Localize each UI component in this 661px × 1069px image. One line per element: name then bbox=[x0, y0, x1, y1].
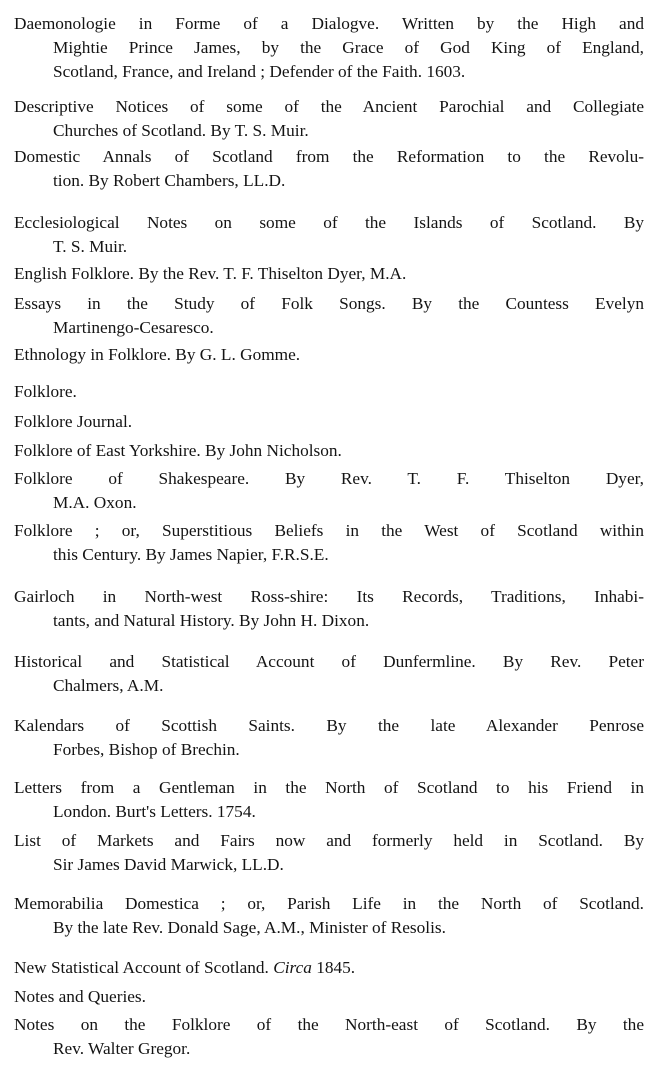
entry-line: Chalmers, A.M. bbox=[53, 676, 164, 695]
entry-line: English Folklore. By the Rev. T. F. Thiselton Dyer, M.A. bbox=[14, 264, 407, 283]
entry-line: Gairloch in North-west Ross-shire: Its Records, Traditions, Inhabi- bbox=[14, 587, 644, 606]
entry-line: M.A. Oxon. bbox=[53, 493, 137, 512]
entry-line: Churches of Scotland. By T. S. Muir. bbox=[53, 121, 309, 140]
entry-line: List of Markets and Fairs now and formerly held in Scotland. By bbox=[14, 831, 644, 850]
entry-line: Notes and Queries. bbox=[14, 987, 146, 1006]
entry-line: Notes on the Folklore of the North-east of Scotland. By the bbox=[14, 1015, 644, 1034]
entry-line: Mightie Prince James, by the Grace of God King of England, bbox=[53, 38, 644, 57]
entry-line: Descriptive Notices of some of the Ancient Parochial and Collegiate bbox=[14, 97, 644, 116]
entry-line: Memorabilia Domestica ; or, Parish Life in the North of Scotland. bbox=[14, 894, 644, 913]
entry-folklore bbox=[14, 380, 644, 404]
entry-line: Sir James David Marwick, LL.D. bbox=[53, 855, 284, 874]
entry-burts-letters bbox=[14, 776, 644, 824]
entry-markets-fairs bbox=[14, 829, 644, 877]
entry-descriptive-notices bbox=[14, 95, 644, 143]
entry-line: Daemonologie in Forme of a Dialogve. Written by the High and bbox=[14, 14, 644, 33]
entry-line: By the late Rev. Donald Sage, A.M., Minister of Resolis. bbox=[53, 918, 446, 937]
entry-notes-and-queries bbox=[14, 985, 644, 1009]
entry-domestic-annals bbox=[14, 145, 644, 193]
entry-line: this Century. By James Napier, F.R.S.E. bbox=[53, 545, 329, 564]
entry-line: Folklore of East Yorkshire. By John Nicholson. bbox=[14, 441, 342, 460]
entry-line: Folklore Journal. bbox=[14, 412, 133, 431]
entry-line: tion. By Robert Chambers, LL.D. bbox=[53, 171, 286, 190]
entry-kalendars bbox=[14, 714, 644, 762]
entry-daemonologie bbox=[14, 12, 644, 84]
entry-new-statistical-account bbox=[14, 956, 644, 980]
entry-line bbox=[14, 956, 644, 980]
entry-essays-folk-songs bbox=[14, 292, 644, 340]
entry-title: New Statistical Account of Scotland. bbox=[14, 958, 269, 977]
entry-english-folklore bbox=[14, 262, 644, 286]
entry-line: tants, and Natural History. By John H. Dixon. bbox=[53, 611, 370, 630]
entry-line: Domestic Annals of Scotland from the Reformation to the Revolu- bbox=[14, 147, 644, 166]
entry-line: Letters from a Gentleman in the North of Scotland to his Friend in bbox=[14, 778, 644, 797]
entry-line: Scotland, France, and Ireland ; Defender of the Faith. 1603. bbox=[53, 62, 466, 81]
entry-folklore-journal bbox=[14, 410, 644, 434]
entry-line: Historical and Statistical Account of Dunfermline. By Rev. Peter bbox=[14, 652, 644, 671]
entry-notes-folklore-north-east bbox=[14, 1013, 644, 1061]
entry-folklore-shakespeare bbox=[14, 467, 644, 515]
entry-memorabilia-domestica bbox=[14, 892, 644, 940]
entry-ethnology-in-folklore bbox=[14, 343, 644, 367]
entry-line: London. Burt's Letters. 1754. bbox=[53, 802, 256, 821]
entry-line: Rev. Walter Gregor. bbox=[53, 1039, 191, 1058]
entry-line: Folklore. bbox=[14, 382, 77, 401]
entry-ecclesiological-notes bbox=[14, 211, 644, 259]
entry-line: Martinengo-Cesaresco. bbox=[53, 318, 214, 337]
entry-dunfermline bbox=[14, 650, 644, 698]
entry-line: Folklore of Shakespeare. By Rev. T. F. Thiselton Dyer, bbox=[14, 469, 644, 488]
entry-line: Essays in the Study of Folk Songs. By the Countess Evelyn bbox=[14, 294, 644, 313]
entry-line: T. S. Muir. bbox=[53, 237, 128, 256]
entry-line: Forbes, Bishop of Brechin. bbox=[53, 740, 240, 759]
entry-line: Ethnology in Folklore. By G. L. Gomme. bbox=[14, 345, 301, 364]
entry-gairloch bbox=[14, 585, 644, 633]
entry-line: Folklore ; or, Superstitious Beliefs in the West of Scotland within bbox=[14, 521, 644, 540]
entry-superstitious-beliefs bbox=[14, 519, 644, 567]
entry-line: Ecclesiological Notes on some of the Islands of Scotland. By bbox=[14, 213, 644, 232]
entry-folklore-east-yorkshire bbox=[14, 439, 644, 463]
circa-italic: Circa bbox=[273, 958, 312, 977]
entry-year: 1845. bbox=[311, 958, 356, 977]
entry-line: Kalendars of Scottish Saints. By the late Alexander Penrose bbox=[14, 716, 644, 735]
